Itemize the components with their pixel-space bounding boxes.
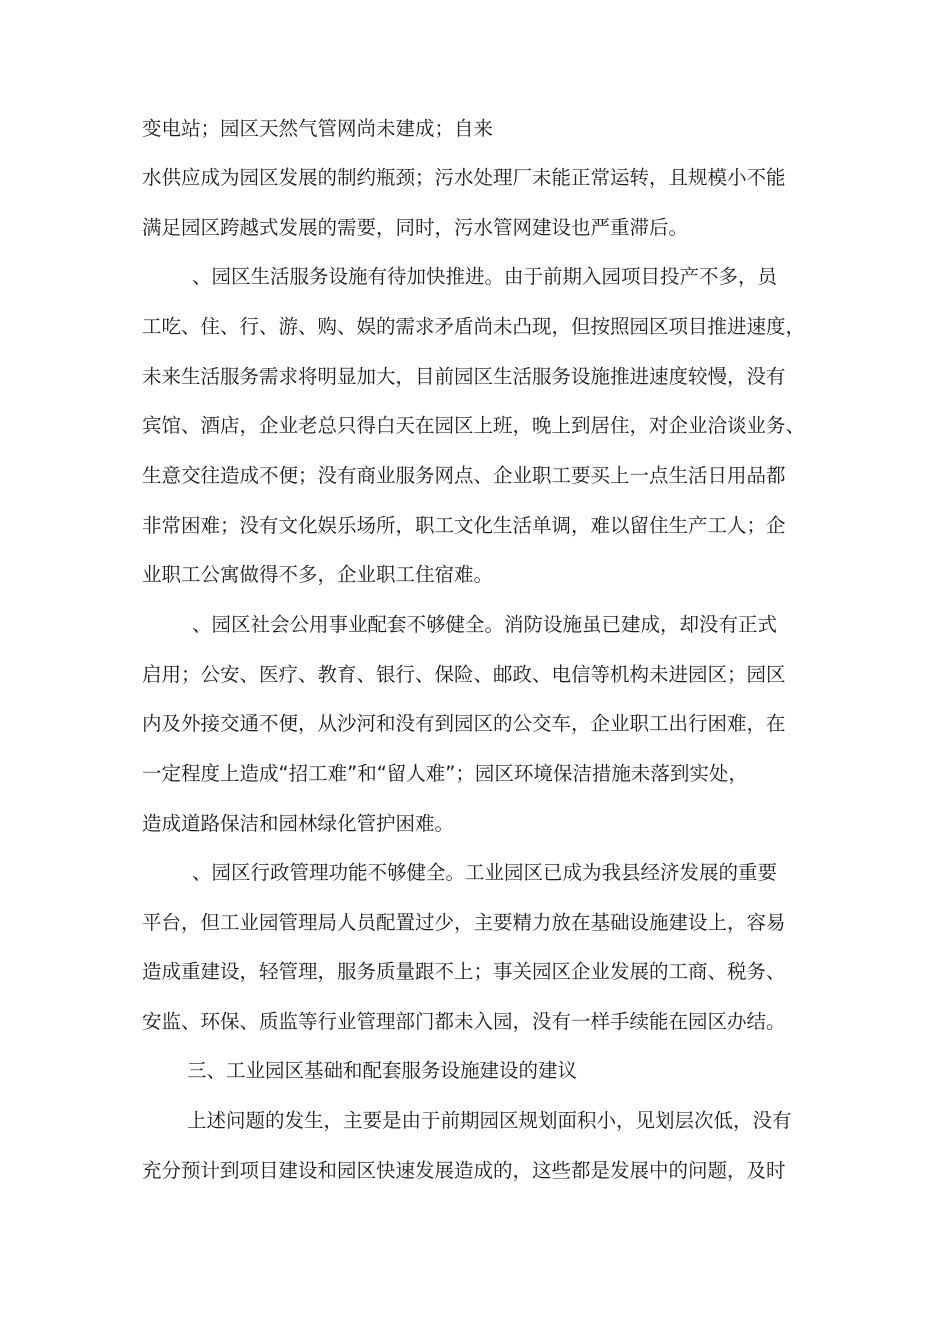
- text-line: 安监、环保、质监等行业管理部门都未入园，没有一样手续能在园区办结。: [142, 1010, 786, 1033]
- text-line: 业职工公寓做得不多，企业职工住宿难。: [142, 563, 494, 586]
- text-line: 内及外接交通不便，从沙河和没有到园区的公交车，企业职工出行困难，在: [142, 712, 786, 735]
- text-line: 启用；公安、医疗、教育、银行、保险、邮政、电信等机构未进园区；园区: [142, 663, 786, 686]
- text-line: 造成道路保洁和园林绿化管护困难。: [142, 812, 455, 835]
- text-line: 未来生活服务需求将明显加大，目前园区生活服务设施推进速度较慢，没有: [142, 365, 786, 388]
- paragraph-start-line: 、园区社会公用事业配套不够健全。消防设施虽已建成，却没有正式: [192, 613, 778, 636]
- text-line: 工吃、住、行、游、购、娱的需求矛盾尚未凸现，但按照园区项目推进速度，: [142, 315, 806, 338]
- text-line: 宾馆、酒店，企业老总只得白天在园区上班，晚上到居住，对企业洽谈业务、: [142, 414, 806, 437]
- text-line: 平台，但工业园管理局人员配置过少，主要精力放在基础设施建设上，容易: [142, 911, 786, 934]
- section-heading: 三、工业园区基础和配套服务设施建设的建议: [187, 1059, 578, 1082]
- text-line: 变电站；园区天然气管网尚未建成；自来: [142, 117, 494, 140]
- text-line: 满足园区跨越式发展的需要，同时，污水管网建设也严重滞后。: [142, 216, 689, 239]
- paragraph-start-line: 上述问题的发生，主要是由于前期园区规划面积小，见划层次低，没有: [187, 1109, 792, 1132]
- text-line: 水供应成为园区发展的制约瓶颈；污水处理厂未能正常运转，且规模小不能: [142, 166, 786, 189]
- paragraph-start-line: 、园区行政管理功能不够健全。工业园区已成为我县经济发展的重要: [192, 861, 778, 884]
- text-line: 一定程度上造成“招工难”和“留人难”；园区环境保洁措施未落到实处，: [142, 762, 748, 785]
- text-line: 造成重建设，轻管理，服务质量跟不上；事关园区企业发展的工商、税务、: [142, 960, 786, 983]
- paragraph-start-line: 、园区生活服务设施有待加快推进。由于前期入园项目投产不多，员: [192, 265, 778, 288]
- text-line: 非常困难；没有文化娱乐场所，职工文化生活单调，难以留住生产工人；企: [142, 514, 786, 537]
- text-line: 生意交往造成不便；没有商业服务网点、企业职工要买上一点生活日用品都: [142, 464, 786, 487]
- text-line: 充分预计到项目建设和园区快速发展造成的，这些都是发展中的问题，及时: [142, 1159, 786, 1182]
